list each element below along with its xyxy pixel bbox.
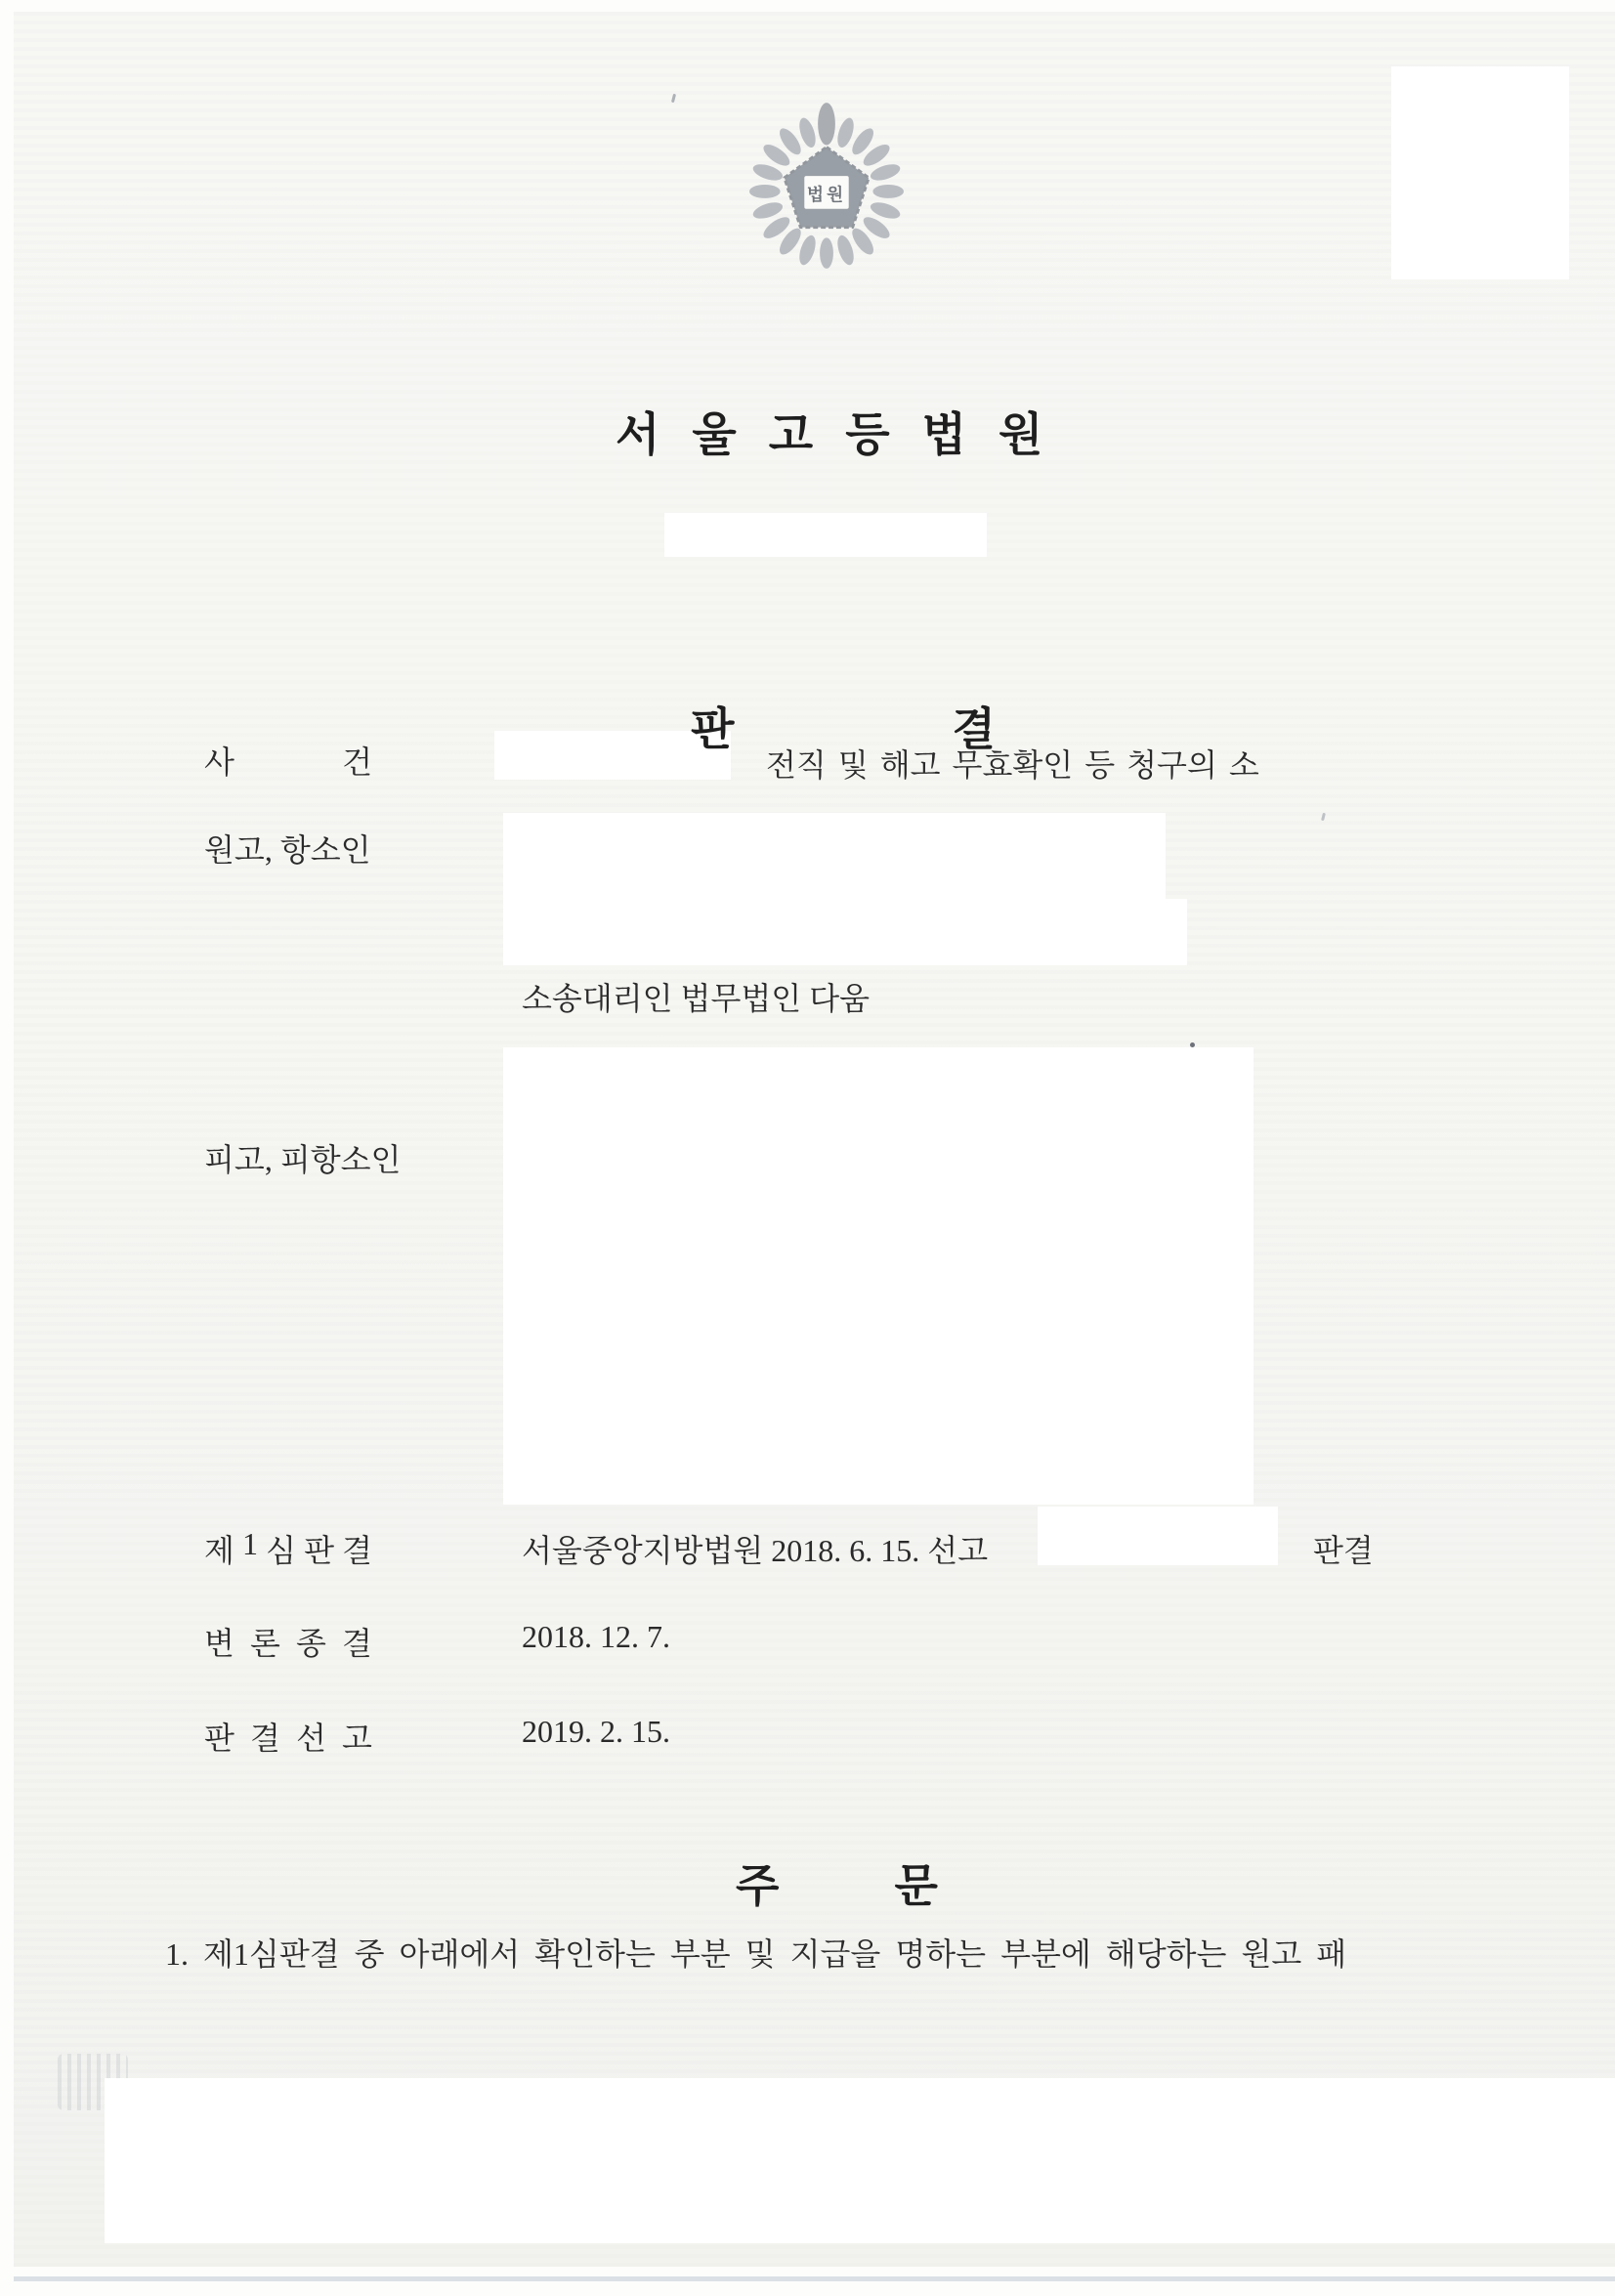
field-label-closing: 변 론 종 결 [204, 1626, 372, 1661]
field-label-case: 사 건 [204, 744, 372, 780]
plaintiff-attorney: 소송대리인 법무법인 다움 [522, 981, 871, 1016]
redaction-box-first-instance-case-number [1038, 1507, 1278, 1565]
order-body-line: 1. 제1심판결 중 아래에서 확인하는 부분 및 지급을 명하는 부분에 해당하는 원고 패 [165, 1936, 1347, 1972]
scan-speck [671, 94, 676, 103]
field-label-sentencing: 판 결 선 고 [204, 1721, 372, 1756]
redaction-box-bottom [105, 2078, 1615, 2243]
page-title-court-name: 서울고등법원 [616, 408, 1076, 460]
field-label-plaintiff: 원고, 항소인 [204, 832, 371, 868]
redaction-box-top-right [1391, 66, 1569, 279]
first-instance-court-and-date: 서울중앙지방법원 2018. 6. 15. 선고 [522, 1533, 989, 1568]
case-description: 전직 및 해고 무효확인 등 청구의 소 [766, 747, 1259, 783]
seal-text: 법원 [806, 184, 847, 204]
redaction-box-defendant-info [503, 1047, 1254, 1505]
redaction-box-case-number-header [664, 513, 987, 557]
first-instance-suffix: 판결 [1313, 1533, 1374, 1568]
field-label-first-instance: 제 1 심 판 결 [204, 1526, 372, 1568]
scan-speck [1321, 813, 1326, 821]
scanned-page [14, 12, 1615, 2267]
closing-date: 2018. 12. 7. [522, 1619, 670, 1654]
judgment-heading: 판 결 [691, 703, 996, 754]
sentencing-date: 2019. 2. 15. [522, 1714, 670, 1749]
field-label-defendant: 피고, 피항소인 [204, 1142, 402, 1177]
redaction-box-plaintiff-name [503, 813, 1166, 899]
order-heading: 주 문 [736, 1860, 938, 1911]
court-seal-icon [749, 100, 904, 274]
scan-margin-bottom [14, 2281, 1615, 2296]
redaction-box-plaintiff-address [503, 899, 1187, 965]
